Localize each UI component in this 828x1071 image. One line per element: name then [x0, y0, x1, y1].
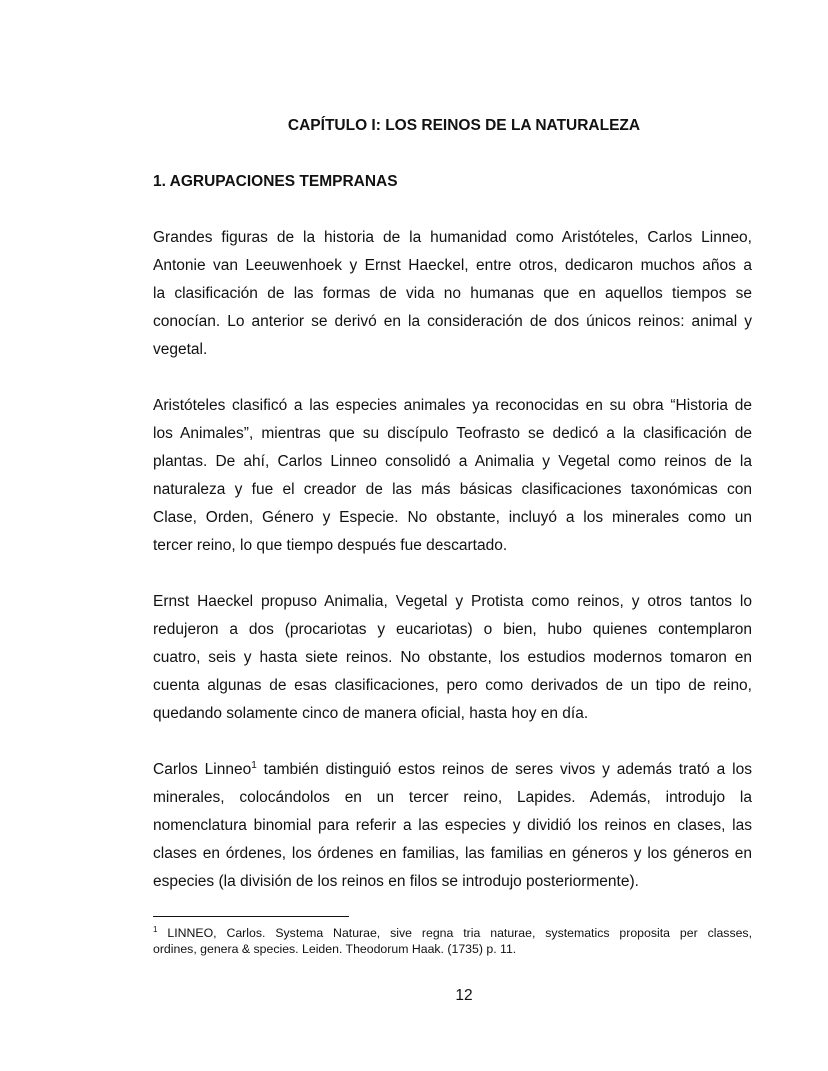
footnote-line — [153, 926, 752, 941]
footnote-divider — [153, 916, 349, 917]
paragraph-line: Clase, Orden, Género y Especie. No obstante, incluyó a los minerales como un — [153, 509, 752, 526]
paragraph-line: Aristóteles clasificó a las especies animales ya reconocidas en su obra “Historia de — [153, 397, 752, 414]
paragraph-text: Carlos Linneo — [153, 761, 252, 778]
footnote-text: LINNEO, Carlos. Systema Naturae, sive regna tria naturae, systematics proposita per classes, — [157, 926, 752, 940]
paragraph-line: los Animales”, mientras que su discípulo Teofrasto se dedicó a la clasificación de — [153, 425, 752, 442]
paragraph-line: minerales, colocándolos en un tercer reino, Lapides. Además, introdujo la — [153, 789, 752, 806]
paragraph-line: quedando solamente cinco de manera oficial, hasta hoy en día. — [153, 705, 589, 722]
paragraph-line: cuenta algunas de esas clasificaciones, pero como derivados de un tipo de reino, — [153, 677, 752, 694]
footnote-line — [153, 942, 752, 957]
paragraph-line: tercer reino, lo que tiempo después fue descartado. — [153, 537, 508, 554]
page-number: 12 — [455, 987, 473, 1004]
paragraph-line: clases en órdenes, los órdenes en familias, las familias en géneros y los géneros en — [153, 845, 752, 862]
chapter-title: CAPÍTULO I: LOS REINOS DE LA NATURALEZA — [287, 117, 641, 134]
paragraph-line: Grandes figuras de la historia de la humanidad como Aristóteles, Carlos Linneo, — [153, 229, 752, 246]
paragraph-text: también distinguió estos reinos de seres vivos y además trató a los — [256, 761, 752, 778]
paragraph-line: nomenclatura binomial para referir a las especies y dividió los reinos en clases, las — [153, 817, 752, 834]
footnote-reference: 1 — [251, 759, 257, 771]
paragraph-line: plantas. De ahí, Carlos Linneo consolidó a Animalia y Vegetal como reinos de la — [153, 453, 752, 470]
paragraph-line: especies (la división de los reinos en filos se introdujo posteriormente). — [153, 873, 639, 890]
paragraph-line: naturaleza y fue el creador de las más básicas clasificaciones taxonómicas con — [153, 481, 752, 498]
section-heading: 1. AGRUPACIONES TEMPRANAS — [153, 173, 398, 190]
paragraph-line: la clasificación de las formas de vida no humanas que en aquellos tiempos se — [153, 285, 752, 302]
paragraph-line: Antonie van Leeuwenhoek y Ernst Haeckel, entre otros, dedicaron muchos años a — [153, 257, 752, 274]
paragraph-line: Ernst Haeckel propuso Animalia, Vegetal y Protista como reinos, y otros tantos lo — [153, 593, 752, 610]
paragraph-line — [153, 760, 752, 780]
paragraph-line: cuatro, seis y hasta siete reinos. No obstante, los estudios modernos tomaron en — [153, 649, 752, 666]
paragraph-line: vegetal. — [153, 341, 208, 358]
paragraph-line: conocían. Lo anterior se derivó en la consideración de dos únicos reinos: animal y — [153, 313, 752, 330]
paragraph-line: redujeron a dos (procariotas y eucariotas) o bien, hubo quienes contemplaron — [153, 621, 752, 638]
footnote-text: ordines, genera & species. Leiden. Theodorum Haak. (1735) p. 11. — [153, 942, 517, 956]
footnote-marker: 1 — [153, 924, 158, 934]
